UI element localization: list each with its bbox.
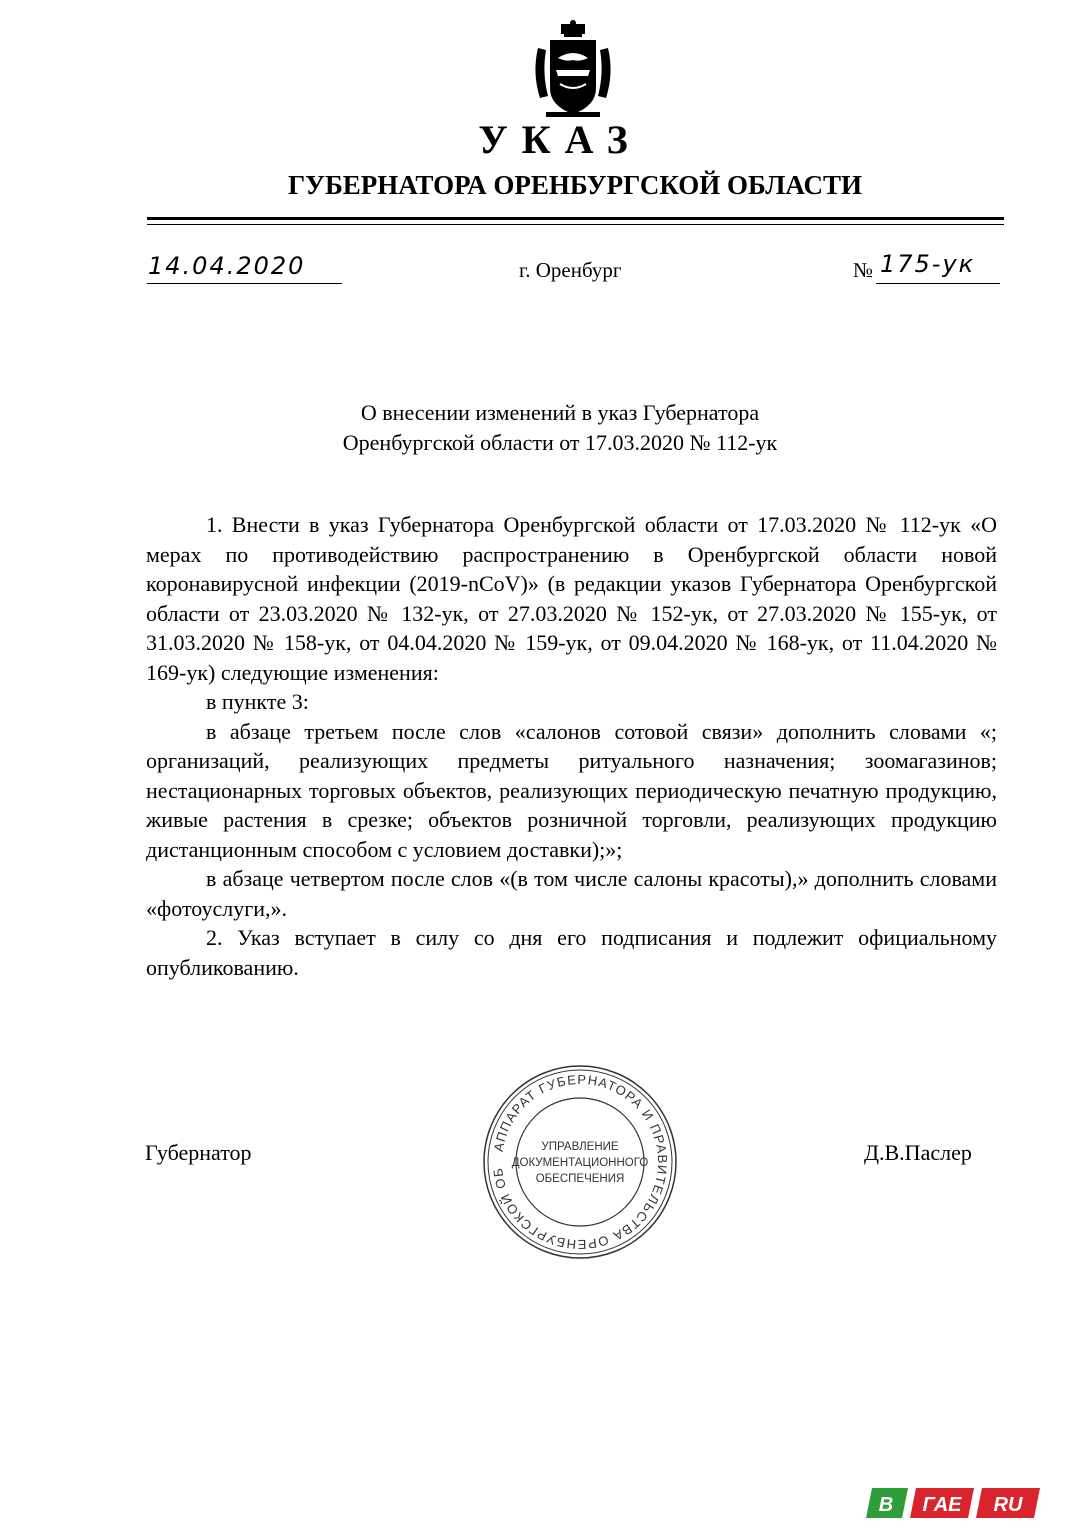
logo-part: В bbox=[878, 1494, 894, 1516]
document-subject bbox=[0, 398, 1080, 458]
logo-part: ГАЕ bbox=[922, 1494, 962, 1516]
stamp-center-line: ОБЕСПЕЧЕНИЯ bbox=[535, 1173, 625, 1185]
body-paragraph: в абзаце четвертом после слов «(в том числе салоны красоты),» дополнить словами «фотоуслуги,». bbox=[146, 866, 997, 921]
document-city: г. Оренбург bbox=[519, 258, 622, 282]
date-underline bbox=[147, 283, 342, 284]
body-paragraph: в пункте 3: bbox=[206, 689, 309, 714]
header-divider-thin bbox=[147, 224, 1004, 225]
subject-line: Оренбургской области от 17.03.2020 № 112-ук bbox=[342, 430, 778, 455]
number-sign: № bbox=[853, 258, 874, 282]
site-logo bbox=[866, 1486, 1046, 1520]
document-issuer: ГУБЕРНАТОРА ОРЕНБУРГСКОЙ ОБЛАСТИ bbox=[287, 170, 863, 200]
document-title: УКАЗ bbox=[478, 117, 642, 162]
coat-of-arms-icon bbox=[528, 18, 618, 118]
number-underline bbox=[876, 283, 1000, 284]
body-paragraph: 2. Указ вступает в силу со дня его подписания и подлежит официальному опубликованию. bbox=[146, 925, 997, 980]
header-divider bbox=[147, 217, 1004, 220]
subject-line: О внесении изменений в указ Губернатора bbox=[360, 400, 760, 425]
logo-part: RU bbox=[993, 1494, 1023, 1516]
official-stamp bbox=[480, 1062, 680, 1262]
signer-name: Д.В.Паслер bbox=[864, 1140, 972, 1165]
body-paragraph: 1. Внести в указ Губернатора Оренбургской области от 17.03.2020 № 112-ук «О мерах по противодействию распространению в Оренбургской области новой коронавирусной инфекции (2019-nCoV)» (в редакции указов Губернатора Оренбургской области от 23.03.2020 № 132-ук, от 27.03.2020 № 152-ук, от 27.03.2020 № 155-ук, от 31.03.2020 № 158-ук, от 04.04.2020 № 159-ук, от 09.04.2020 № 168-ук, от 11.04.2020 № 169-ук) следующие изменения: bbox=[146, 512, 997, 685]
document-date: 14.04.2020 bbox=[148, 252, 306, 280]
stamp-center-line: УПРАВЛЕНИЕ bbox=[541, 1141, 619, 1153]
stamp-center-line: ДОКУМЕНТАЦИОННОГО bbox=[511, 1157, 649, 1169]
body-paragraph: в абзаце третьем после слов «салонов сотовой связи» дополнить словами «; организаций, реализующих предметы ритуального назначения; зоомагазинов; нестационарных торговых объектов, реализующих периодическую печатную продукцию, живые растения в срезке; объектов розничной торговли, реализующих продукцию дистанционным способом с условием доставки);»; bbox=[146, 718, 997, 862]
document-number: 175-ук bbox=[880, 250, 976, 278]
document-body bbox=[146, 510, 997, 982]
signer-title: Губернатор bbox=[145, 1140, 252, 1165]
stamp-ring-text: АППАРАТ ГУБЕРНАТОРА И ПРАВИТЕЛЬСТВА ОРЕНБУРГСКОЙ ОБ bbox=[490, 1071, 671, 1253]
